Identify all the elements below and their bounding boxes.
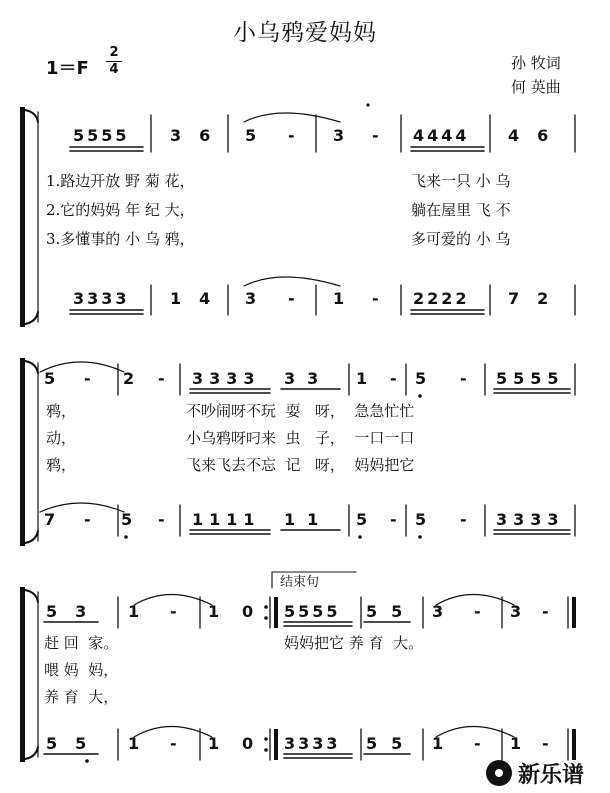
note: - xyxy=(372,289,379,308)
note: - xyxy=(288,289,295,308)
meter-top: 2 xyxy=(109,45,119,60)
note: 5 xyxy=(245,126,257,145)
note: 3 xyxy=(510,602,522,621)
note: 5 xyxy=(415,369,427,388)
lyric-verse-2: 动， xyxy=(46,429,77,447)
note: - xyxy=(372,126,379,145)
note: - xyxy=(170,602,177,621)
lyric-verse-2: 喂 妈 妈， xyxy=(44,661,119,679)
note: 1 xyxy=(208,602,220,621)
note-group: 46 xyxy=(508,126,567,145)
note: 5 xyxy=(44,369,56,388)
ending-lyric: 妈妈把它 养 育 大。 xyxy=(284,634,424,652)
key-signature: 1＝F xyxy=(46,58,89,79)
note: 1 xyxy=(128,734,140,753)
note: 1 xyxy=(333,289,345,308)
note-group: 55 xyxy=(366,734,417,753)
note-group: 3333 xyxy=(496,510,565,529)
note: - xyxy=(390,369,397,388)
note: - xyxy=(474,602,481,621)
note-group: 4444 xyxy=(413,126,470,145)
note: - xyxy=(288,126,295,145)
note: - xyxy=(84,369,91,388)
note-group: 3333 xyxy=(284,734,341,753)
note: 3 xyxy=(333,126,345,145)
song-title: 小乌鸦爱妈妈 xyxy=(233,20,377,46)
composer-credit: 何 英曲 xyxy=(511,78,561,96)
note: - xyxy=(390,510,397,529)
note-group: 5555 xyxy=(73,126,130,145)
lyric-verse-1-cont: 飞来一只 小 乌 xyxy=(411,172,511,190)
note: 3 xyxy=(245,289,257,308)
note-group: 72 xyxy=(508,289,567,308)
note: - xyxy=(542,734,549,753)
note: 1 xyxy=(432,734,444,753)
note-group: 33 xyxy=(284,369,331,388)
note: 5 xyxy=(356,510,368,529)
note-group: 55 xyxy=(366,602,417,621)
note-group: 2222 xyxy=(413,289,470,308)
note: 0 xyxy=(242,734,254,753)
note-group: 36 xyxy=(170,126,229,145)
watermark-text: 新乐谱 xyxy=(518,763,585,788)
lyricist-credit: 孙 牧词 xyxy=(511,54,561,72)
lyric-verse-3: 鸦， xyxy=(46,456,77,474)
note: - xyxy=(170,734,177,753)
note-group: 14 xyxy=(170,289,229,308)
lyric-verse-2-cont: 躺在屋里 飞 不 xyxy=(411,201,511,219)
note-group: 3333 xyxy=(192,369,261,388)
note: 2 xyxy=(123,369,135,388)
note-group: 1111 xyxy=(192,510,261,529)
note: - xyxy=(460,510,467,529)
lyric-verse-1: 赶 回 家。 xyxy=(44,634,119,652)
note-group: 53 xyxy=(46,602,105,621)
lyric-verse-3-cont: 多可爱的 小 乌 xyxy=(411,230,511,248)
note-group: 5555 xyxy=(496,369,565,388)
ending-label: 结束句 xyxy=(280,575,320,590)
watermark-logo xyxy=(486,758,606,788)
lyric-verse-3-cont: 飞来飞去不忘 记 呀， 妈妈把它 xyxy=(186,456,415,474)
note: 1 xyxy=(208,734,220,753)
note-group: 55 xyxy=(46,734,105,753)
lyric-verse-2-cont: 小乌鸦呀叼来 虫 子， 一口一口 xyxy=(186,429,415,447)
note: 3 xyxy=(432,602,444,621)
note: 0 xyxy=(242,602,254,621)
note: - xyxy=(158,369,165,388)
note: - xyxy=(542,602,549,621)
note-group: 5555 xyxy=(284,602,341,621)
note: - xyxy=(474,734,481,753)
note: 1 xyxy=(510,734,522,753)
note: 5 xyxy=(121,510,133,529)
lyric-verse-1-cont: 不吵闹呀不玩 耍 呀， 急急忙忙 xyxy=(186,402,415,420)
note-group: 3333 xyxy=(73,289,130,308)
note: 1 xyxy=(356,369,368,388)
lyric-verse-1: 鸦， xyxy=(46,402,77,420)
note: 5 xyxy=(415,510,427,529)
lyric-verse-2: 2.它的妈妈 年 纪 大， xyxy=(46,201,195,219)
lyric-verse-1: 1.路边开放 野 菊 花， xyxy=(46,172,195,190)
note: 7 xyxy=(44,510,56,529)
record-disc-icon xyxy=(486,760,512,786)
note-group: 11 xyxy=(284,510,331,529)
meter-bottom: 4 xyxy=(109,62,119,77)
lyric-verse-3: 3.多懂事的 小 乌 鸦， xyxy=(46,230,195,248)
note: - xyxy=(158,510,165,529)
note: 1 xyxy=(128,602,140,621)
note: - xyxy=(460,369,467,388)
note: - xyxy=(84,510,91,529)
lyric-verse-3: 养 育 大， xyxy=(44,688,119,706)
